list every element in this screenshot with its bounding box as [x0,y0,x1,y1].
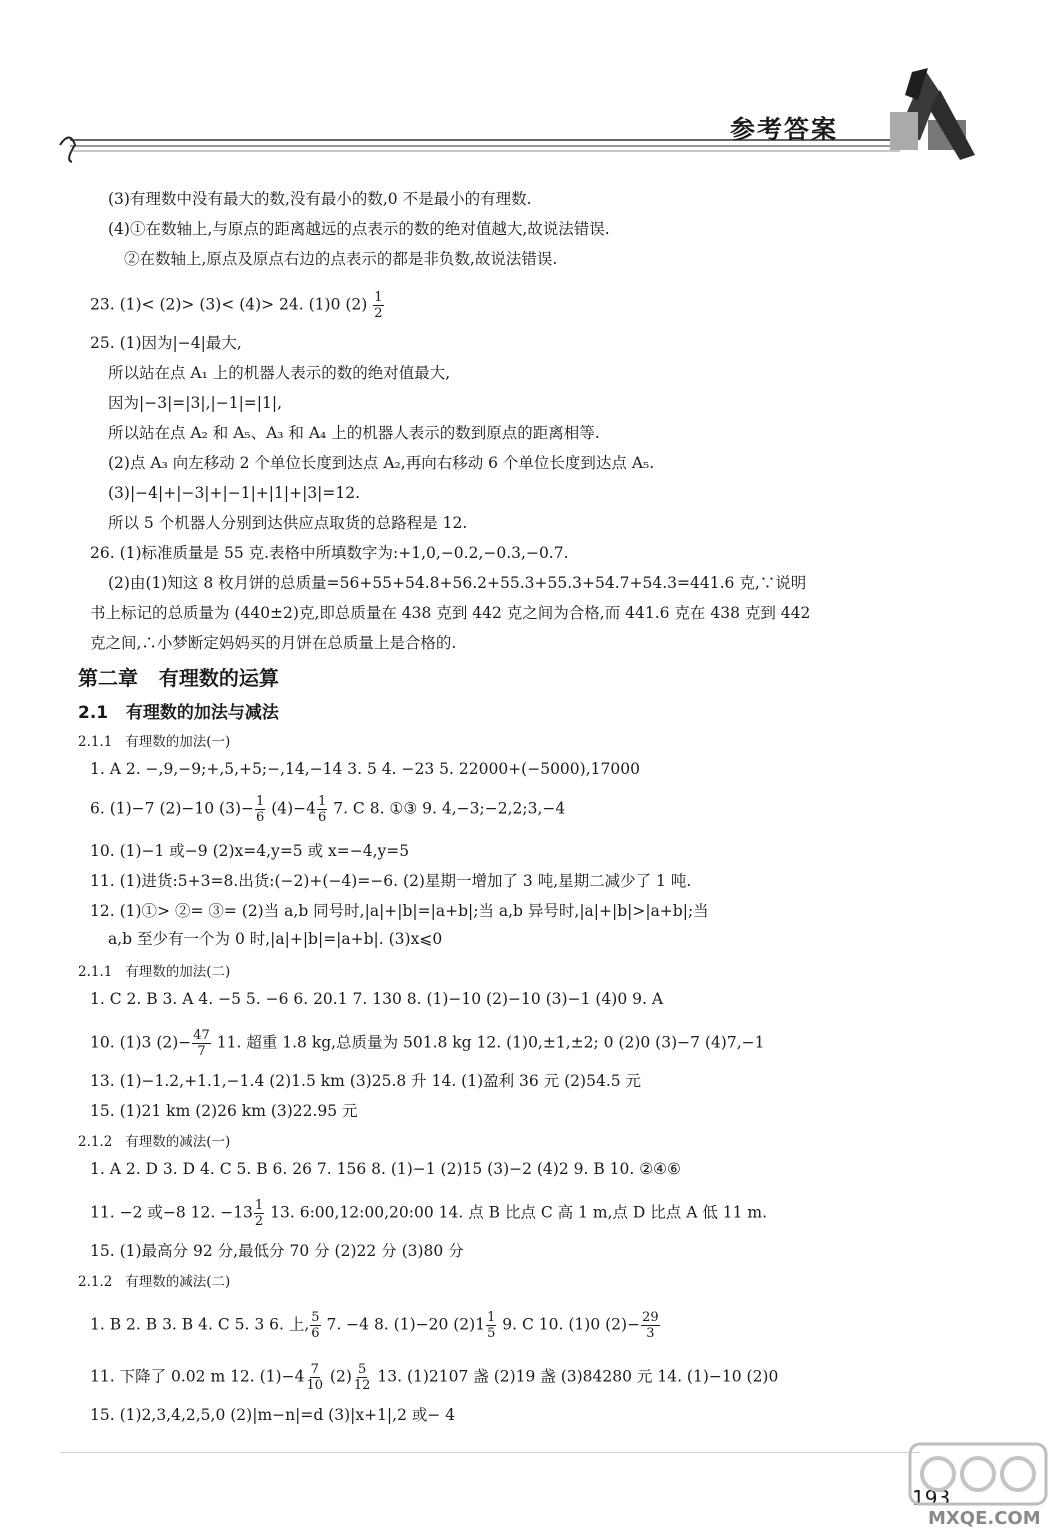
answer-line: 13. (1)−1.2,+1.1,−1.4 (2)1.5 km (3)25.8 升 14. (1)盈利 36 元 (2)54.5 元 [90,1072,642,1090]
answer-line: (2)由(1)知这 8 枚月饼的总质量=56+55+54.8+56.2+55.3+55.3+54.7+54.3=441.6 克,∵说明 [108,574,807,592]
answer-line: 所以 5 个机器人分别到达供应点取货的总路程是 12. [108,514,468,532]
fraction: $\frac{29}{3}$ [642,1310,659,1341]
footer-divider [60,1452,920,1453]
answer-text: 10. (1)3 (2)− [90,1033,192,1052]
page-header [0,0,1055,170]
answer-text: (4)−4 [266,799,316,818]
answer-line: (2)点 A₃ 向左移动 2 个单位长度到达点 A₂,再向右移动 6 个单位长度到达点 A₅. [108,454,655,472]
answer-text: 11. 超重 1.8 kg,总质量为 501.8 kg 12. (1)0,±1,±2; 0 (2)0 (3)−7 (4)7,−1 [211,1033,765,1052]
fraction: $\frac{1}{2}$ [254,1198,264,1229]
answer-line: 15. (1)最高分 92 分,最低分 70 分 (2)22 分 (3)80 分 [90,1242,464,1260]
answer-line: (3)|−4|+|−3|+|−1|+|1|+|3|=12. [108,484,361,502]
page-number: 193 [912,1486,951,1510]
answer-line: 书上标记的总质量为 (440±2)克,即总质量在 438 克到 442 克之间为合格,而 441.6 克在 438 克到 442 [90,604,811,622]
section-title: 2.1 有理数的加法与减法 [78,703,279,723]
answer-line: 因为|−3|=|3|,|−1|=|1|, [108,394,283,412]
answer-line: 所以站在点 A₁ 上的机器人表示的数的绝对值最大, [108,364,451,382]
answer-line: 10. (1)−1 或−9 (2)x=4,y=5 或 x=−4,y=5 [90,842,410,860]
chapter-title: 第二章 有理数的运算 [78,666,279,690]
answer-text: 6. (1)−7 (2)−10 (3)− [90,799,254,818]
answer-line [90,1198,767,1229]
answer-text: 7. −4 8. (1)−20 (2)1 [321,1315,486,1334]
header-title: 参考答案 [730,115,839,144]
subsection-title: 2.1.1 有理数的加法(二) [78,964,231,980]
answer-line [90,1362,778,1393]
fraction: $\frac{1}{5}$ [487,1310,496,1341]
answer-text: 11. 下降了 0.02 m 12. (1)−4 [90,1367,305,1386]
answer-line [90,1028,765,1059]
fraction: $\frac{1}{2}$ [374,290,383,321]
fraction: $\frac{1}{6}$ [318,794,327,825]
answer-line: 11. (1)进货:5+3=8.出货:(−2)+(−4)=−6. (2)星期一增加了 3 吨,星期二减少了 1 吨. [90,872,692,890]
answer-line: 15. (1)2,3,4,2,5,0 (2)|m−n|=d (3)|x+1|,2 或− 4 [90,1406,456,1424]
answer-line: 所以站在点 A₂ 和 A₅、A₃ 和 A₄ 上的机器人表示的数到原点的距离相等. [108,424,600,442]
answer-line-23-24 [90,290,385,321]
answer-text: 9. C 10. (1)0 (2)− [497,1315,641,1334]
answer-line [90,1310,661,1341]
answer-line: 1. C 2. B 3. A 4. −5 5. −6 6. 20.1 7. 130 8. (1)−10 (2)−10 (3)−1 (4)0 9. A [90,990,664,1008]
answer-line: ②在数轴上,原点及原点右边的点表示的都是非负数,故说法错误. [124,250,558,268]
answer-line: 25. (1)因为|−4|最大, [90,334,242,352]
answer-line: 克之间,∴小梦断定妈妈买的月饼在总质量上是合格的. [90,634,457,652]
answer-line: 12. (1)①> ②= ③= (2)当 a,b 同号时,|a|+|b|=|a+b|;当 a,b 异号时,|a|+|b|>|a+b|;当 [90,902,709,920]
answer-text: 13. (1)2107 盏 (2)19 盏 (3)84280 元 14. (1)−10 (2)0 [372,1367,779,1386]
fraction: $\frac{5}{6}$ [311,1310,320,1341]
subsection-title: 2.1.2 有理数的减法(二) [78,1274,231,1290]
subsection-title: 2.1.1 有理数的加法(一) [78,734,231,750]
answer-line: (3)有理数中没有最大的数,没有最小的数,0 不是最小的有理数. [108,190,532,208]
subsection-title: 2.1.2 有理数的减法(一) [78,1134,231,1150]
answer-line: (4)①在数轴上,与原点的距离越远的点表示的数的绝对值越大,故说法错误. [108,220,610,238]
answer-line: 1. A 2. D 3. D 4. C 5. B 6. 26 7. 156 8. (1)−1 (2)15 (3)−2 (4)2 9. B 10. ②④⑥ [90,1160,681,1178]
watermark-text: MXQE.COM [928,1508,1041,1529]
answer-text: 13. 6:00,12:00,20:00 14. 点 B 比点 C 高 1 m,点 D 比点 A 低 11 m. [265,1203,768,1222]
answer-text: 11. −2 或−8 12. −13 [90,1203,253,1222]
answer-text: 7. C 8. ①③ 9. 4,−3;−2,2;3,−4 [328,799,566,818]
fraction: $\frac{1}{6}$ [255,794,265,825]
answer-text: 1. B 2. B 3. B 4. C 5. 3 6. 上, [90,1315,310,1334]
answer-line [90,794,565,825]
answer-text: 23. (1)< (2)> (3)< (4)> 24. (1)0 (2) [90,295,368,314]
header-decoration [0,0,1055,170]
answer-line: 26. (1)标准质量是 55 克.表格中所填数字为:+1,0,−0.2,−0.3,−0.7. [90,544,569,562]
fraction: $\frac{7}{10}$ [306,1362,323,1393]
answer-line: 1. A 2. −,9,−9;+,5,+5;−,14,−14 3. 5 4. −23 5. 22000+(−5000),17000 [90,760,640,778]
fraction: $\frac{5}{12}$ [353,1362,371,1393]
fraction: $\frac{47}{7}$ [193,1028,210,1059]
answer-line: 15. (1)21 km (2)26 km (3)22.95 元 [90,1102,358,1120]
answer-line: a,b 至少有一个为 0 时,|a|+|b|=|a+b|. (3)x⩽0 [108,930,443,948]
answer-text: (2) [325,1367,352,1386]
